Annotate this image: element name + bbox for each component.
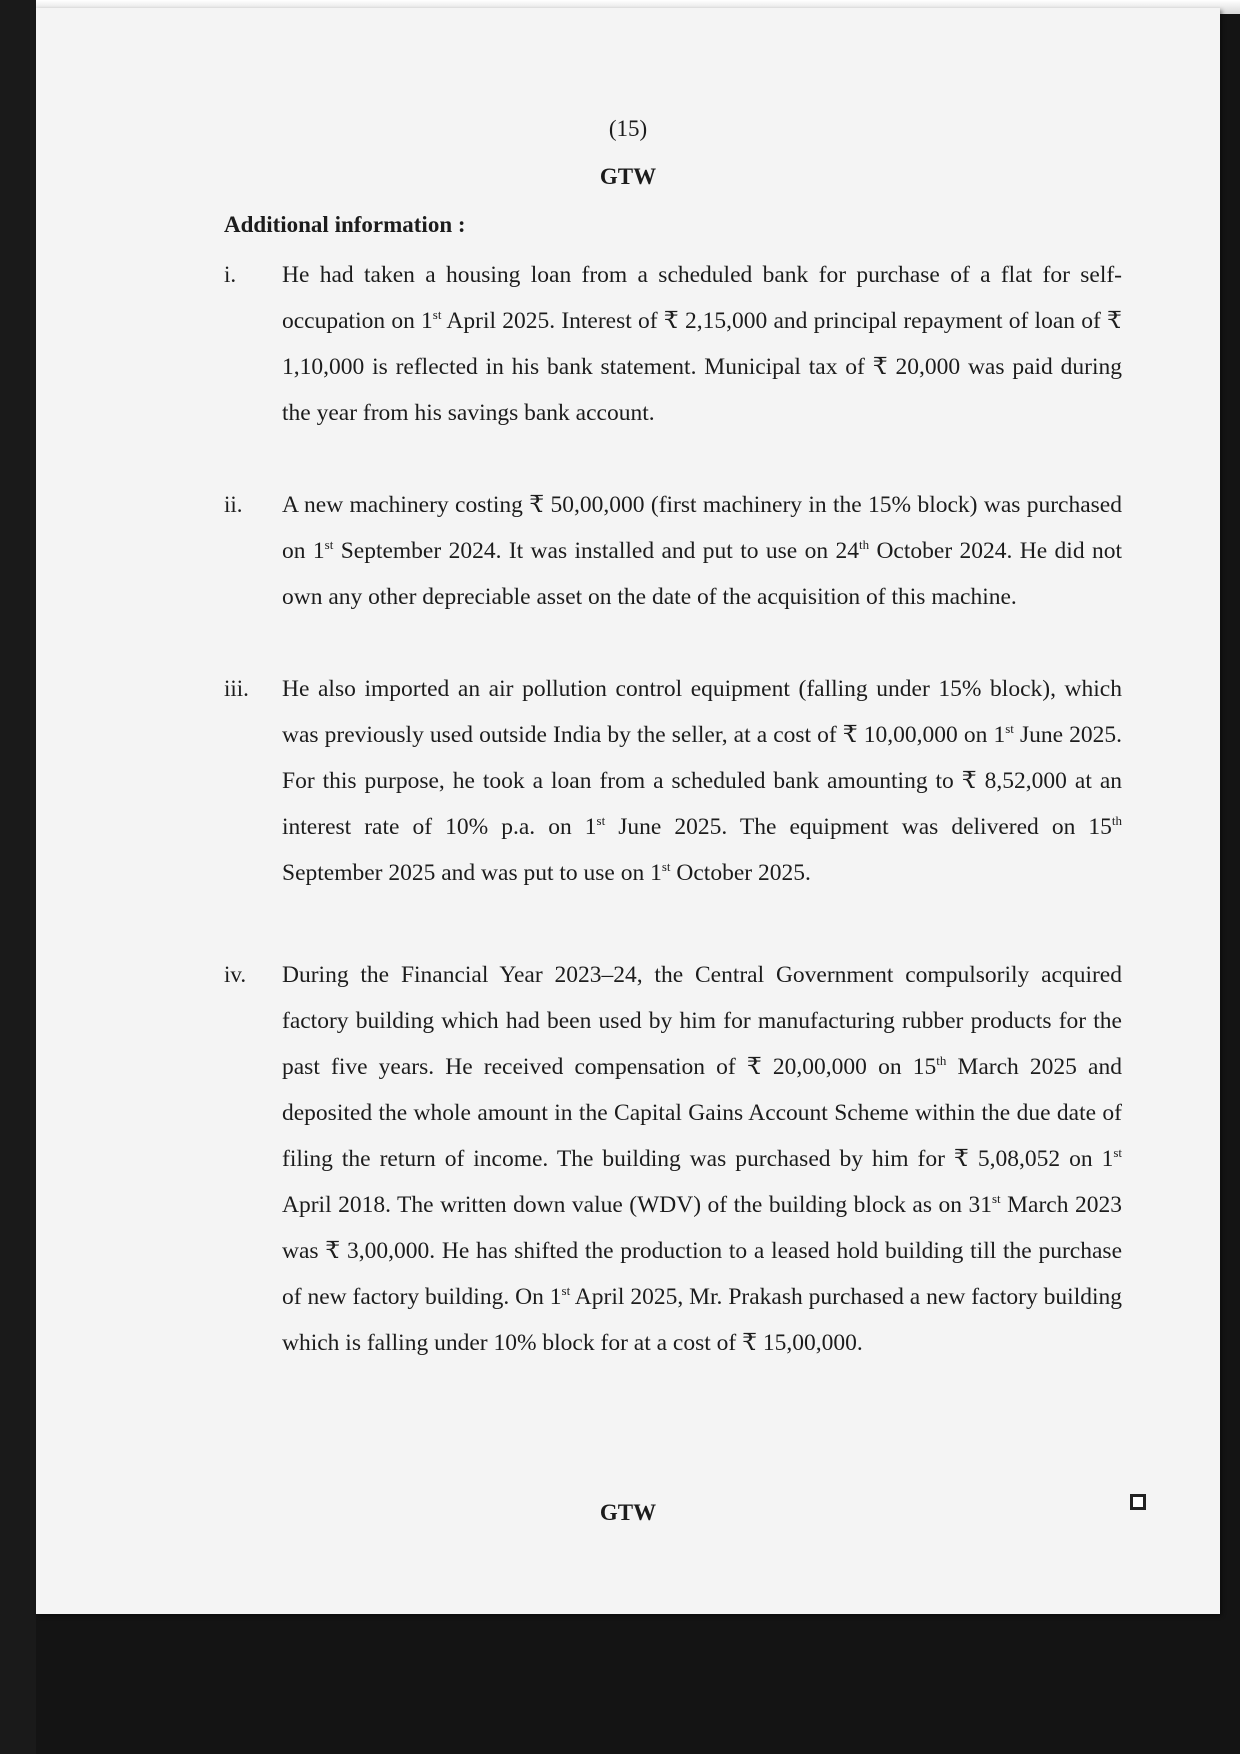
list-item-text: During the Financial Year 2023–24, the Central Government compulsorily acquired factory building which had been used by him for manufacturing rubber products for the past five years. He received compensation of ₹ 20,00,000 on 15th March 2025 and deposited the whole amount in the Capital Gains Account Scheme within the due date of filing the return of income. The building was purchased by him for ₹ 5,08,052 on 1st April 2018. The written down value (WDV) of the building block as on 31st March 2023 was ₹ 3,00,000. He has shifted the production to a leased hold building till the purchase of new factory building. On 1st April 2025, Mr. Prakash purchased a new factory building which is falling under 10% block for at a cost of ₹ 15,00,000. bbox=[282, 962, 1123, 1356]
page-number: (15) bbox=[608, 116, 648, 141]
list-item-text: He had taken a housing loan from a scheduled bank for purchase of a flat for self-occupation on 1st April 2025. Interest of ₹ 2,15,000 and principal repayment of loan of ₹ 1,10,000 is reflected in his bank statement. Municipal tax of ₹ 20,000 was paid during the year from his savings bank account. bbox=[282, 262, 1122, 426]
list-item-number: ii. bbox=[224, 492, 243, 517]
list-item bbox=[224, 482, 1122, 620]
document-page bbox=[36, 8, 1220, 1614]
header-code: GTW bbox=[599, 164, 657, 189]
list-item bbox=[224, 666, 1122, 896]
scan-left-edge bbox=[0, 0, 36, 1754]
list-item-number: i. bbox=[224, 262, 237, 287]
section-title: Additional information : bbox=[224, 212, 466, 237]
footer-code: GTW bbox=[599, 1500, 657, 1525]
list-item-text: He also imported an air pollution control equipment (falling under 15% block), which was previously used outside India by the seller, at a cost of ₹ 10,00,000 on 1st June 2025. For this purpose, he took a loan from a scheduled bank amounting to ₹ 8,52,000 at an interest rate of 10% p.a. on 1st June 2025. The equipment was delivered on 15th September 2025 and was put to use on 1st October 2025. bbox=[282, 676, 1123, 886]
list-item-number: iv. bbox=[224, 962, 247, 987]
list-item bbox=[224, 952, 1122, 1366]
list-item-number: iii. bbox=[224, 676, 249, 701]
list-item-text: A new machinery costing ₹ 50,00,000 (first machinery in the 15% block) was purchased on 1st September 2024. It was installed and put to use on 24th October 2024. He did not own any other depreciable asset on the date of the acquisition of this machine. bbox=[282, 492, 1122, 610]
list-item bbox=[224, 252, 1122, 436]
registration-mark bbox=[1130, 1494, 1146, 1510]
